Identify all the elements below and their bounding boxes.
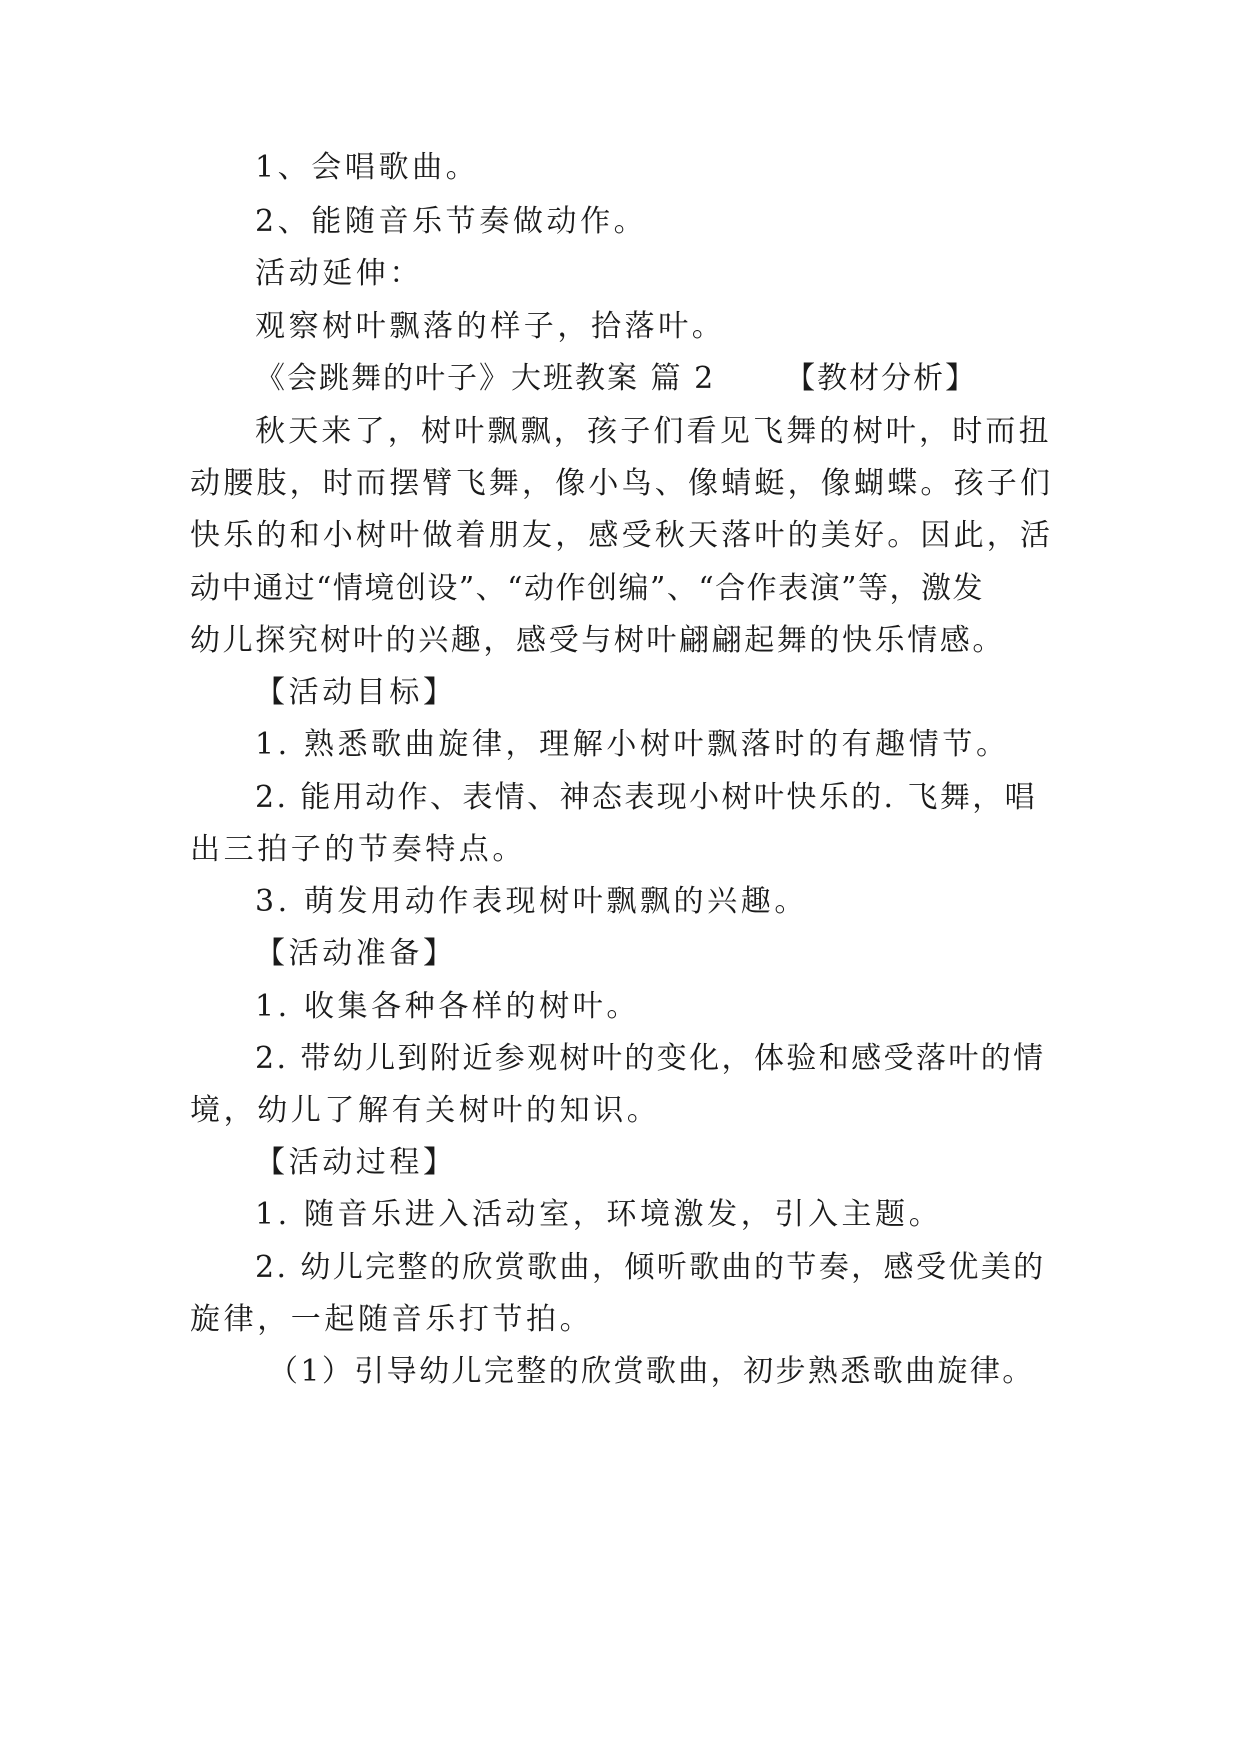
paragraph-line: 动腰肢，时而摆臂飞舞，像小鸟、像蜻蜓，像蝴蝶。孩子们 bbox=[190, 466, 1054, 501]
text-line: 观察树叶飘落的样子，拾落叶。 bbox=[255, 309, 726, 344]
list-item: 2. 能用动作、表情、神态表现小树叶快乐的. 飞舞，唱 bbox=[255, 780, 1038, 815]
text-line: 1、会唱歌曲。 bbox=[255, 150, 480, 185]
sub-list-item: （1）引导幼儿完整的欣赏歌曲，初步熟悉歌曲旋律。 bbox=[268, 1354, 1035, 1389]
list-item: 2. 带幼儿到附近参观树叶的变化，体验和感受落叶的情 bbox=[255, 1041, 1046, 1076]
list-item: 1. 收集各种各样的树叶。 bbox=[255, 989, 640, 1024]
paragraph-line: 秋天来了，树叶飘飘，孩子们看见飞舞的树叶，时而扭 bbox=[255, 414, 1052, 449]
section-heading: 【活动目标】 bbox=[255, 675, 457, 710]
text-line: 活动延伸： bbox=[255, 256, 423, 291]
list-item: 1. 随音乐进入活动室，环境激发，引入主题。 bbox=[255, 1197, 943, 1232]
list-item: 2. 幼儿完整的欣赏歌曲，倾听歌曲的节奏，感受优美的 bbox=[255, 1250, 1046, 1285]
list-item: 3. 萌发用动作表现树叶飘飘的兴趣。 bbox=[255, 884, 808, 919]
section-title-line bbox=[255, 361, 1125, 397]
paragraph-line: 快乐的和小树叶做着朋友，感受秋天落叶的美好。因此，活 bbox=[190, 518, 1054, 553]
list-item: 1. 熟悉歌曲旋律，理解小树叶飘落时的有趣情节。 bbox=[255, 727, 1010, 762]
paragraph-line: 动中通过“情境创设”、“动作创编”、“合作表演”等，激发 bbox=[190, 571, 985, 606]
list-item-continuation: 境，幼儿了解有关树叶的知识。 bbox=[190, 1093, 661, 1128]
section-heading: 【教材分析】 bbox=[785, 361, 978, 396]
section-heading: 【活动准备】 bbox=[255, 936, 457, 971]
section-title: 《会跳舞的叶子》大班教案 篇 2 bbox=[255, 361, 716, 396]
list-item-continuation: 出三拍子的节奏特点。 bbox=[190, 832, 526, 867]
text-line: 2、能随音乐节奏做动作。 bbox=[255, 204, 648, 239]
list-item-continuation: 旋律，一起随音乐打节拍。 bbox=[190, 1302, 594, 1337]
section-heading: 【活动过程】 bbox=[255, 1145, 457, 1180]
paragraph-line: 幼儿探究树叶的兴趣，感受与树叶翩翩起舞的快乐情感。 bbox=[190, 623, 1005, 658]
